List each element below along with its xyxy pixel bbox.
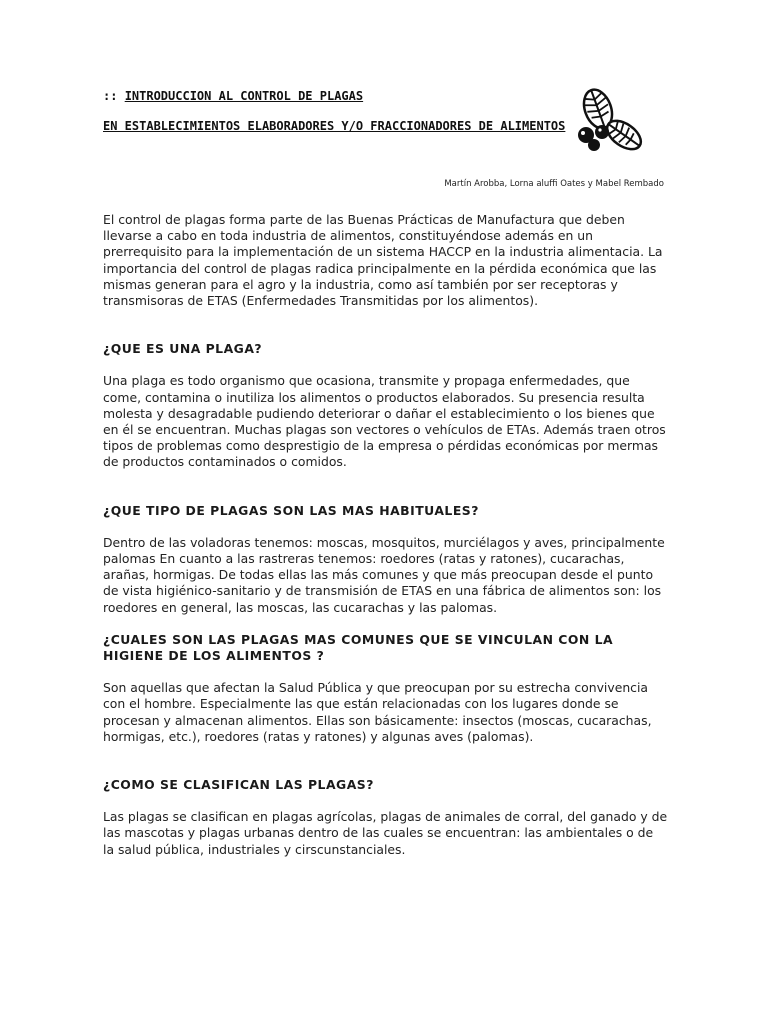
title-prefix: :: xyxy=(103,89,118,103)
section-body-que-es: Una plaga es todo organismo que ocasiona, transmite y propaga enfermedades, que come, contamina o inutiliza los alimentos o productos elaborados. Su presencia resulta molesta y desagradable pudiendo deteriorar o dañar el establecimiento o los bienes que en él se encuentran. Muchas plagas son vectores o vehículos de ETAs. Además traen otros tipos de problemas como desprestigio de la empresa o pérdidas económicas por mermas de productos contaminados o comidos. xyxy=(103,373,666,470)
section-body-clasificacion: Las plagas se clasifican en plagas agrícolas, plagas de animales de corral, del ganado y de las mascotas y plagas urbanas dentro de las cuales se encuentran: las ambientales o de la salud pública, industriales y cirscunstanciales. xyxy=(103,809,668,857)
section-body-comunes: Son aquellas que afectan la Salud Pública y que preocupan por su estrecha convivencia con el hombre. Especialmente las que están relacionadas con los lugares donde se procesan y almacenan alimentos. Ellas son básicamente: insectos (moscas, cucarachas, hormigas, etc.), roedores (ratas y ratones) y algunas aves (palomas). xyxy=(103,680,652,744)
document-subtitle: EN ESTABLECIMIENTOS ELABORADORES Y/O FRACCIONADORES DE ALIMENTOS xyxy=(103,119,566,133)
title-text: INTRODUCCION AL CONTROL DE PLAGAS xyxy=(124,89,364,103)
document-title xyxy=(103,88,573,104)
section-heading-clasificacion: ¿COMO SE CLASIFICAN LAS PLAGAS? xyxy=(103,777,374,793)
pest-illustration-icon xyxy=(572,85,650,157)
section-heading-comunes: ¿CUALES SON LAS PLAGAS MAS COMUNES QUE SE VINCULAN CON LA HIGIENE DE LOS ALIMENTOS ? xyxy=(103,631,614,664)
authors-line: Martín Arobba, Lorna aluffi Oates y Mabel Rembado xyxy=(444,179,664,189)
intro-paragraph: El control de plagas forma parte de las Buenas Prácticas de Manufactura que deben llevarse a cabo en toda industria de alimentos, constituyéndose además en un prerrequisito para la implementación de un sistema HACCP en la industria alimentacia. La importancia del control de plagas radica principalmente en la pérdida económica que las mismas generan para el agro y la industria, como así también por ser receptoras y transmisoras de ETAS (Enfermedades Transmitidas por los alimentos). xyxy=(103,212,663,309)
section-heading-que-es: ¿QUE ES UNA PLAGA? xyxy=(103,341,263,357)
section-body-tipos: Dentro de las voladoras tenemos: moscas, mosquitos, murciélagos y aves, principalmente palomas En cuanto a las rastreras tenemos: roedores (ratas y ratones), cucarachas, arañas, hormigas. De todas ellas las más comunes y que más preocupan desde el punto de vista higiénico-sanitario y de transmisión de ETAS en una fábrica de alimentos son: los roedores en general, las moscas, las cucarachas y las palomas. xyxy=(103,534,665,615)
article-body xyxy=(103,212,668,858)
section-heading-tipos: ¿QUE TIPO DE PLAGAS SON LAS MAS HABITUALES? xyxy=(103,502,479,518)
title-block xyxy=(103,88,573,134)
